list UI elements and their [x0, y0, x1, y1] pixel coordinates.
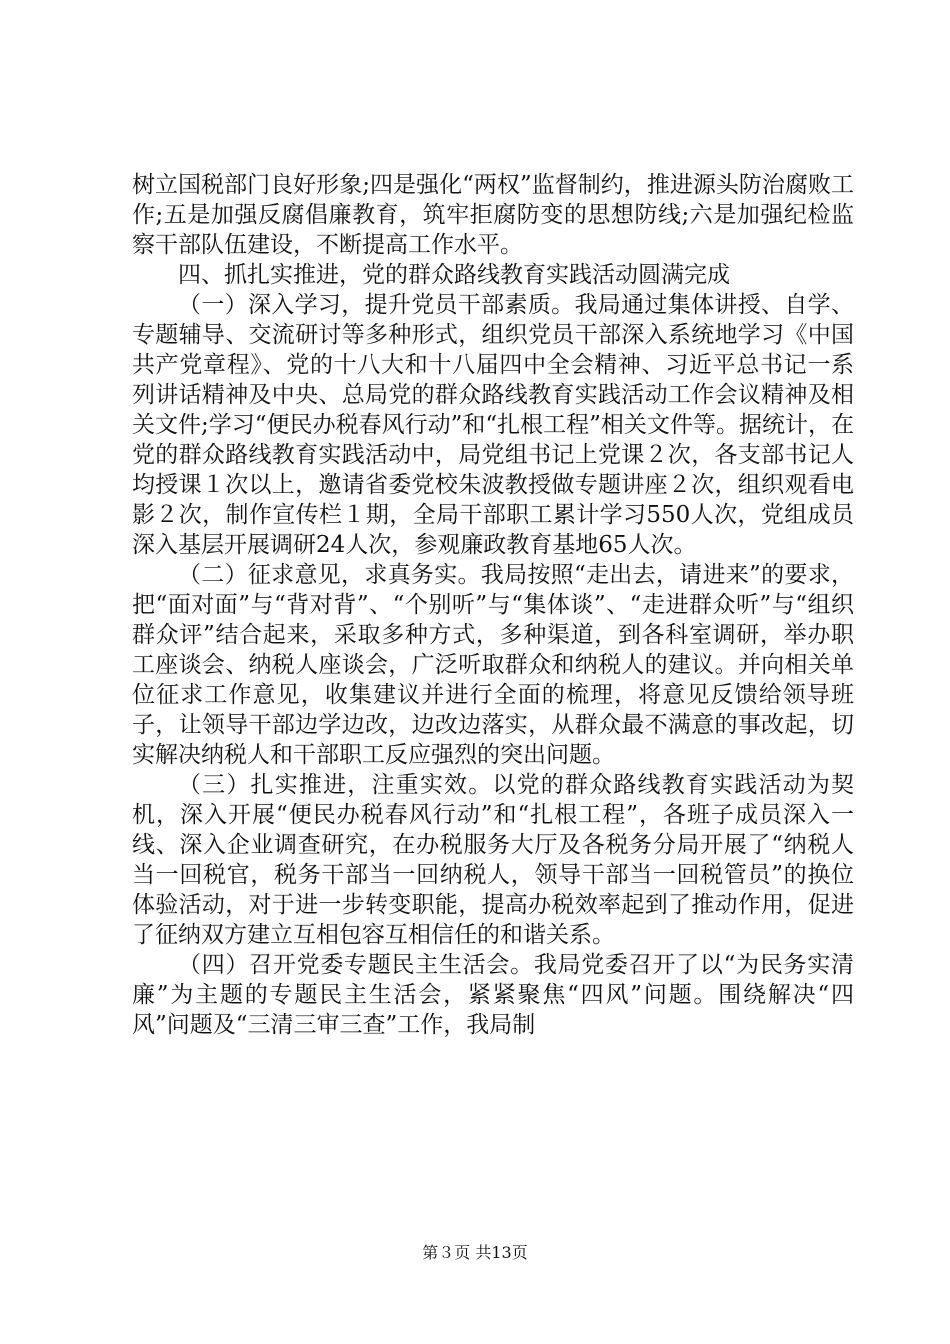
- paragraph-continuation: 树立国税部门良好形象;四是强化“两权”监督制约，推进源头防治腐败工作;五是加强反腐倡廉教育，筑牢拒腐防变的思想防线;六是加强纪检监察干部队伍建设，不断提高工作水平。: [132, 172, 854, 258]
- paragraph-item-4: （四）召开党委专题民主生活会。我局党委召开了以“为民务实清廉”为主题的专题民主生活会，紧紧聚焦“四风”问题。围绕解决“四风”问题及“三清三审三查”工作，我局制: [132, 952, 854, 1038]
- paragraph-item-3: （三）扎实推进，注重实效。以党的群众路线教育实践活动为契机，深入开展“便民办税春风行动”和“扎根工程”，各班子成员深入一线、深入企业调查研究，在办税服务大厅及各税务分局开展了“纳税人当一回税官，税务干部当一回纳税人，领导干部当一回税管员”的换位体验活动，对于进一步转变职能，提高办税效率起到了推动作用，促进了征纳双方建立互相包容互相信任的和谐关系。: [132, 772, 854, 948]
- page-footer: 第３页 共13页: [422, 1243, 528, 1262]
- paragraph-item-1: （一）深入学习，提升党员干部素质。我局通过集体讲授、自学、专题辅导、交流研讨等多种形式，组织党员干部深入系统地学习《中国共产党章程》、党的十八大和十八届四中全会精神、习近平总书记一系列讲话精神及中央、总局党的群众路线教育实践活动工作会议精神及相关文件;学习“便民办税春风行动”和“扎根工程”相关文件等。据统计，在党的群众路线教育实践活动中，局党组书记上党课２次，各支部书记人均授课１次以上，邀请省委党校朱波教授做专题讲座２次，组织观看电影２次，制作宣传栏１期，全局干部职工累计学习550人次，党组成员深入基层开展调研24人次，参观廉政教育基地65人次。: [132, 292, 854, 558]
- document-body: [132, 170, 854, 1040]
- section-heading: 四、抓扎实推进，党的群众路线教育实践活动圆满完成: [178, 262, 730, 288]
- paragraph-item-2: （二）征求意见，求真务实。我局按照“走出去，请进来”的要求，把“面对面”与“背对背”、“个别听”与“集体谈”、“走进群众听”与“组织群众评”结合起来，采取多种方式，多种渠道，到各科室调研，举办职工座谈会、纳税人座谈会，广泛听取群众和纳税人的建议。并向相关单位征求工作意见，收集建议并进行全面的梳理，将意见反馈给领导班子，让领导干部边学边改，边改边落实，从群众最不满意的事改起，切实解决纳税人和干部职工反应强烈的突出问题。: [132, 562, 854, 768]
